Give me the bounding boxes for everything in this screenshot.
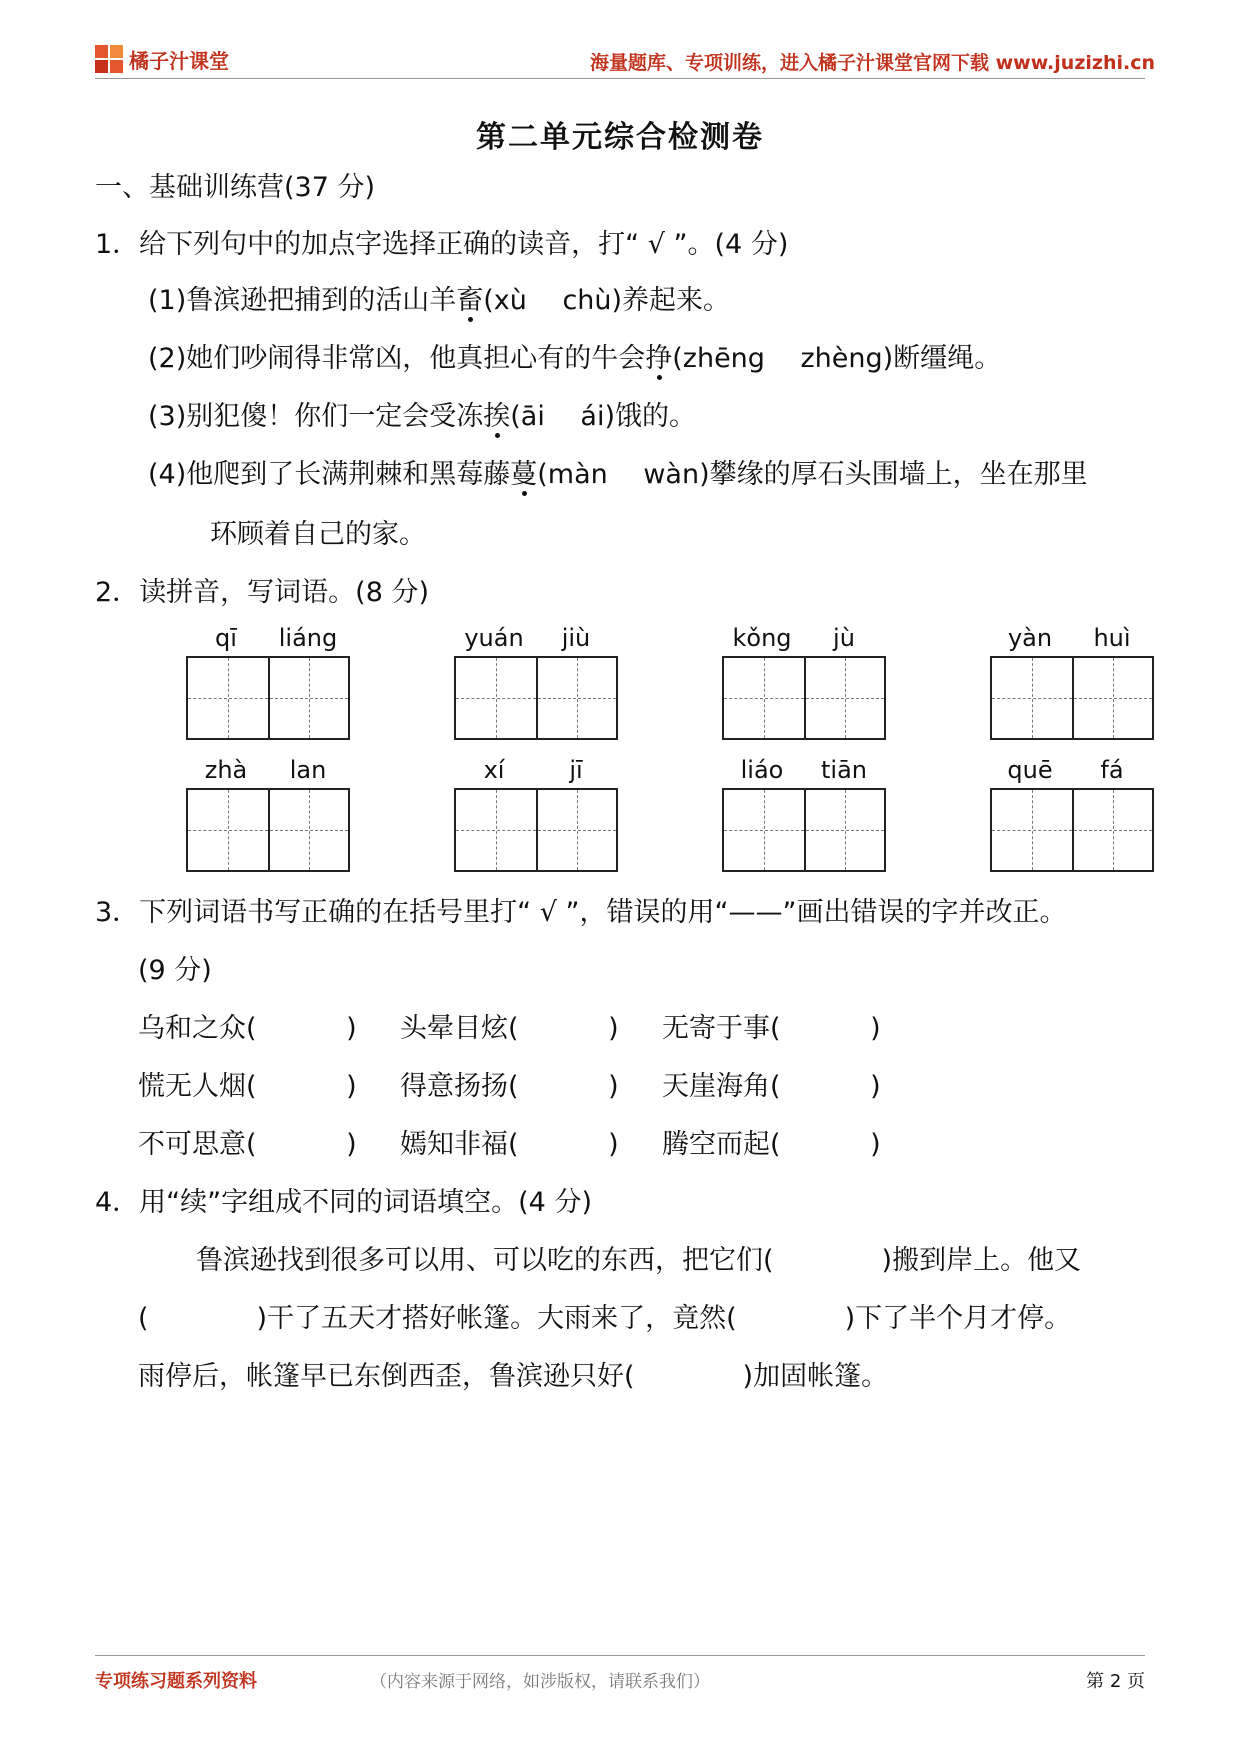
writing-grid[interactable] [722, 788, 886, 872]
q1-item-4 [148, 452, 1088, 491]
pinyin-label: yàn [1007, 624, 1053, 652]
pinyin-label: kǒng [732, 624, 792, 652]
pinyin-label: jù [833, 624, 855, 652]
q1-item-3 [148, 394, 696, 433]
q1-item-2-dotted-char: 挣 [645, 343, 673, 374]
q1-item-2-post: (zhēng zhèng)断缰绳。 [672, 343, 1002, 374]
footer-divider [95, 1655, 1145, 1656]
q4-passage-line-1: 鲁滨逊找到很多可以用、可以吃的东西，把它们( )搬到岸上。他又 [196, 1245, 1082, 1276]
q1-item-1-post: (xù chù)养起来。 [483, 285, 731, 316]
q1-item-3-post: (āi ái)饿的。 [510, 401, 696, 432]
q3-word[interactable]: 嫣知非福( ) [400, 1129, 619, 1160]
q1-item-2-pre: (2)她们吵闹得非常凶，他真担心有的牛会 [148, 343, 646, 374]
pinyin-label: yuán [464, 624, 524, 652]
question-4-prompt: 4．用“续”字组成不同的词语填空。(4 分) [95, 1187, 592, 1218]
writing-grid[interactable] [990, 788, 1154, 872]
pinyin-label: jī [569, 756, 583, 784]
q3-word[interactable]: 天崖海角( ) [662, 1071, 881, 1102]
writing-grid[interactable] [186, 656, 350, 740]
pinyin-label: xí [483, 756, 505, 784]
page-number: 第 2 页 [1086, 1671, 1145, 1692]
footer-copyright-note: （内容来源于网络，如涉版权，请联系我们） [370, 1672, 710, 1692]
question-3-points: (9 分) [138, 955, 212, 986]
q1-item-4-pre: (4)他爬到了长满荆棘和黑莓藤 [148, 459, 511, 490]
writing-grid[interactable] [454, 656, 618, 740]
question-3-prompt: 3．下列词语书写正确的在括号里打“ √ ”，错误的用“——”画出错误的字并改正。 [95, 897, 1067, 928]
pinyin-label: huì [1093, 624, 1131, 652]
q1-item-2 [148, 336, 1001, 375]
pinyin-label: liáo [740, 756, 784, 784]
page-title: 第二单元综合检测卷 [476, 120, 764, 155]
question-1-prompt: 1．给下列句中的加点字选择正确的读音，打“ √ ”。(4 分) [95, 229, 789, 260]
brand-logo [95, 42, 229, 76]
q1-item-4-post: (màn wàn)攀缘的厚石头围墙上，坐在那里 [537, 459, 1088, 490]
section-heading: 一、基础训练营(37 分) [95, 172, 376, 203]
q3-word[interactable]: 不可思意( ) [138, 1129, 357, 1160]
pinyin-label: tiān [821, 756, 867, 784]
writing-grid[interactable] [454, 788, 618, 872]
q1-item-3-pre: (3)别犯傻！你们一定会受冻 [148, 401, 484, 432]
q3-word[interactable]: 腾空而起( ) [662, 1129, 881, 1160]
header-divider [95, 78, 1145, 79]
logo-text: 橘子汁课堂 [129, 48, 229, 73]
pinyin-label: jiù [561, 624, 591, 652]
header-tagline: 海量题库、专项训练，进入橘子汁课堂官网下载 www.juzizhi.cn [590, 52, 1155, 74]
pinyin-label: zhà [204, 756, 248, 784]
q1-item-4-continuation: 环顾着自己的家。 [210, 519, 426, 550]
logo-icon [95, 45, 123, 73]
writing-grid[interactable] [186, 788, 350, 872]
q1-item-1-dotted-char: 畜 [456, 285, 484, 316]
q4-passage-line-3: 雨停后，帐篷早已东倒西歪，鲁滨逊只好( )加固帐篷。 [138, 1361, 889, 1392]
writing-grid[interactable] [722, 656, 886, 740]
q3-word[interactable]: 无寄于事( ) [662, 1013, 881, 1044]
q3-word[interactable]: 乌和之众( ) [138, 1013, 357, 1044]
q3-word[interactable]: 得意扬扬( ) [400, 1071, 619, 1102]
q4-passage-line-2: ( )干了五天才搭好帐篷。大雨来了，竟然( )下了半个月才停。 [138, 1303, 1072, 1334]
q1-item-4-dotted-char: 蔓 [510, 459, 538, 490]
question-2-prompt: 2．读拼音，写词语。(8 分) [95, 577, 430, 608]
q1-item-1 [148, 278, 730, 317]
writing-grid[interactable] [990, 656, 1154, 740]
q1-item-1-pre: (1)鲁滨逊把捕到的活山羊 [148, 285, 457, 316]
footer-series-label: 专项练习题系列资料 [95, 1671, 257, 1692]
q1-item-3-dotted-char: 挨 [483, 401, 511, 432]
pinyin-label: fá [1100, 756, 1124, 784]
pinyin-label: liáng [278, 624, 338, 652]
pinyin-label: quē [1007, 756, 1053, 784]
q3-word[interactable]: 慌无人烟( ) [138, 1071, 357, 1102]
q3-word[interactable]: 头晕目炫( ) [400, 1013, 619, 1044]
pinyin-label: lan [289, 756, 327, 784]
pinyin-label: qī [215, 624, 237, 652]
